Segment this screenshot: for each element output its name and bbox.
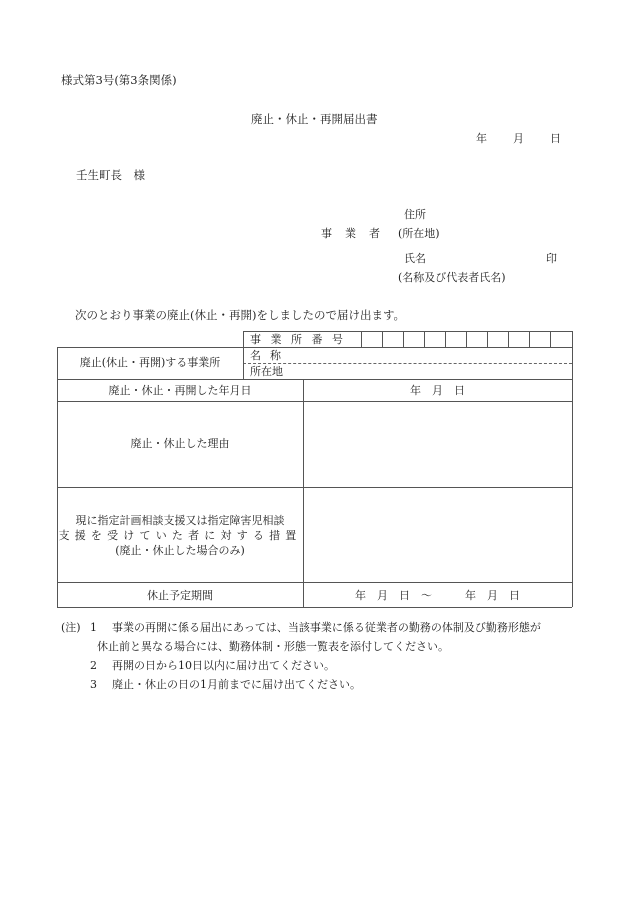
facility-number-field[interactable]	[362, 332, 572, 347]
note-item-1-continuation: 休止前と異なる場合には、勤務体制・形態一覧表を添付してください。	[97, 640, 449, 653]
table-line	[57, 607, 572, 608]
measure-label	[57, 513, 303, 558]
measure-label-line3: (廃止・休止した場合のみ)	[115, 544, 245, 557]
measure-label-line2: 支援を受けていた者に対する措置	[58, 529, 302, 542]
note-item-1	[61, 618, 581, 637]
table-line	[243, 331, 244, 379]
name-sublabel: (名称及び代表者氏名)	[398, 271, 506, 284]
note-text: 廃止・休止の日の1月前までに届け出てください。	[112, 678, 361, 691]
date-row-label: 廃止・休止・再開した年月日	[108, 384, 252, 397]
reason-label: 廃止・休止した理由	[130, 437, 230, 450]
submission-date	[476, 133, 561, 144]
table-line	[57, 582, 572, 583]
note-number: 1	[90, 621, 97, 634]
form-number: 様式第3号(第3条関係)	[61, 73, 177, 87]
intro-text: 次のとおり事業の廃止(休止・再開)をしましたので届け出ます。	[75, 308, 406, 322]
notes-section	[61, 618, 581, 694]
date-year: 年	[476, 132, 487, 145]
note-text: 事業の再開に係る届出にあっては、当該事業に係る従業者の勤務の体制及び勤務形態が	[112, 621, 541, 634]
note-text: 再開の日から10日以内に届け出てください。	[112, 659, 335, 672]
seal-mark: 印	[546, 252, 557, 265]
suspension-period-value[interactable]: 年 月 日 ～ 年 月 日	[355, 589, 520, 602]
operator-label: 事業者	[321, 227, 393, 240]
date-day: 日	[550, 132, 561, 145]
address-label: 住所	[404, 208, 426, 221]
note-number: 2	[90, 659, 97, 672]
suspension-period-label: 休止予定期間	[147, 589, 213, 602]
note-number: 3	[90, 678, 97, 691]
note-item-3	[61, 675, 581, 694]
facility-row-label: 廃止(休止・再開)する事業所	[79, 356, 221, 369]
addressee: 壬生町長 様	[76, 168, 145, 182]
note-item-2	[61, 656, 581, 675]
facility-location-label: 所在地	[250, 365, 283, 378]
facility-number-label: 事業所番号	[250, 333, 353, 346]
notes-prefix: (注)	[61, 621, 81, 634]
facility-name-label: 名称	[250, 349, 290, 362]
facility-name-field[interactable]	[290, 348, 572, 363]
address-sublabel: (所在地)	[398, 227, 440, 240]
table-line	[572, 331, 573, 607]
measure-field[interactable]	[304, 488, 572, 582]
facility-location-field[interactable]	[290, 364, 572, 379]
name-label: 氏名	[404, 252, 426, 265]
document-title: 廃止・休止・再開届出書	[251, 112, 378, 126]
table-line	[57, 379, 572, 380]
reason-field[interactable]	[304, 402, 572, 487]
measure-label-line1: 現に指定計画相談支援又は指定障害児相談	[75, 514, 285, 527]
date-month: 月	[513, 132, 524, 145]
date-row-value[interactable]: 年 月 日	[410, 384, 465, 397]
